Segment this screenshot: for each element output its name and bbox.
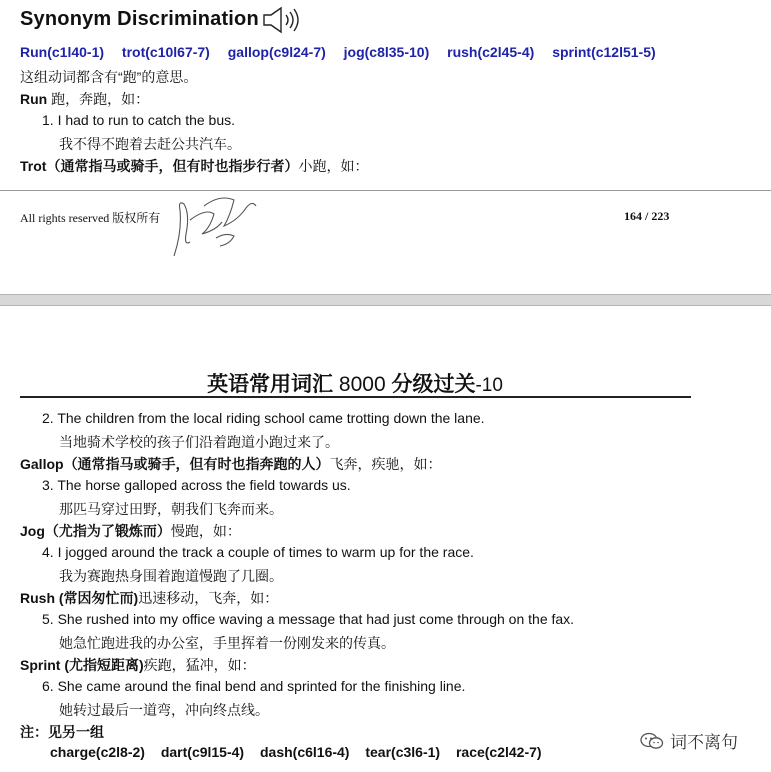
- entry-note: （尤指为了锻炼而）: [44, 523, 171, 539]
- title-part: 分级过关: [391, 373, 476, 396]
- watermark: [640, 728, 738, 753]
- example-2-zh: 当地骑术学校的孩子们沿着跑道小跑过来了。: [59, 434, 339, 450]
- page-title: [0, 368, 710, 398]
- example-5-en: 5. She rushed into my office waving a message that had just come through on the fax.: [42, 611, 575, 627]
- entry-meaning: 迅速移动，飞奔，如：: [138, 590, 279, 606]
- signature-image: [160, 186, 260, 264]
- entry-gallop: [20, 454, 442, 474]
- watermark-text: 词不离句: [670, 733, 738, 752]
- copyright-text: All rights reserved 版权所有: [20, 211, 161, 225]
- example-3-en: 3. The horse galloped across the field towards us.: [42, 477, 351, 493]
- see-also-list: [50, 744, 542, 760]
- footer-divider: [0, 190, 771, 191]
- see-also-item[interactable]: race(c2l42-7): [455, 744, 542, 760]
- entry-word: Run: [20, 91, 48, 107]
- example-6-zh: 她转过最后一道弯，冲向终点线。: [59, 702, 269, 718]
- entry-word: Jog: [20, 523, 45, 539]
- synonym-run[interactable]: Run(c1l40-1): [20, 44, 105, 60]
- section-heading: Synonym Discrimination: [20, 8, 259, 30]
- entry-sprint: [20, 655, 256, 675]
- see-also-item[interactable]: dart(c9l15-4): [160, 744, 245, 760]
- synonym-jog[interactable]: jog(c8l35-10): [343, 44, 430, 60]
- entry-meaning: 小跑，如：: [298, 158, 369, 174]
- entry-run: [20, 89, 149, 109]
- note-label: 注：见另一组: [20, 724, 104, 740]
- title-part: 英语常用词汇: [207, 373, 334, 396]
- example-5-zh: 她急忙跑进我的办公室，手里挥着一份刚发来的传真。: [59, 635, 395, 651]
- example-4-en: 4. I jogged around the track a couple of times to warm up for the race.: [42, 544, 474, 560]
- title-underline: [20, 396, 691, 398]
- entry-meaning: 疾跑，猛冲，如：: [143, 657, 256, 673]
- synonym-trot[interactable]: trot(c10l67-7): [121, 44, 210, 60]
- intro-text: 这组动词都含有“跑”的意思。: [20, 69, 198, 85]
- example-6-en: 6. She came around the final bend and sprinted for the finishing line.: [42, 678, 466, 694]
- entry-jog: [20, 521, 241, 541]
- entry-rush: [20, 588, 278, 608]
- example-1-en: 1. I had to run to catch the bus.: [42, 112, 236, 128]
- see-also-item[interactable]: dash(c6l16-4): [259, 744, 350, 760]
- entry-word: Gallop: [20, 456, 64, 472]
- speaker-icon[interactable]: [262, 6, 304, 34]
- entry-meaning: 飞奔，疾驰，如：: [329, 456, 442, 472]
- synonym-list: [20, 44, 670, 60]
- see-also-item[interactable]: tear(c3l6-1): [365, 744, 441, 760]
- synonym-rush[interactable]: rush(c2l45-4): [447, 44, 535, 60]
- page-gap: [0, 294, 771, 306]
- entry-note: (尤指短距离): [60, 657, 144, 673]
- entry-word: Sprint: [20, 657, 61, 673]
- example-2-en: 2. The children from the local riding school came trotting down the lane.: [42, 410, 485, 426]
- synonym-gallop[interactable]: gallop(c9l24-7): [227, 44, 326, 60]
- see-also-item[interactable]: charge(c2l8-2): [50, 744, 145, 760]
- entry-note: (常因匆忙而): [55, 590, 139, 606]
- example-3-zh: 那匹马穿过田野，朝我们飞奔而来。: [59, 501, 283, 517]
- synonym-sprint[interactable]: sprint(c12l51-5): [552, 44, 656, 60]
- example-1-zh: 我不得不跑着去赶公共汽车。: [59, 136, 241, 152]
- entry-note: （通常指马或骑手，但有时也指步行者）: [46, 158, 299, 174]
- page-top: [0, 0, 771, 290]
- entry-note: （通常指马或骑手，但有时也指奔跑的人）: [63, 456, 330, 472]
- page-number: 164 / 223: [624, 209, 670, 223]
- wechat-icon: [640, 732, 664, 750]
- title-number: 8000: [338, 373, 386, 396]
- entry-word: Rush: [20, 590, 55, 606]
- entry-word: Trot: [20, 158, 47, 174]
- entry-trot: [20, 156, 368, 176]
- title-suffix: -10: [475, 375, 503, 396]
- example-4-zh: 我为赛跑热身围着跑道慢跑了几圈。: [59, 568, 283, 584]
- entry-meaning: 慢跑，如：: [170, 523, 241, 539]
- entry-meaning: 跑，奔跑，如：: [47, 91, 150, 107]
